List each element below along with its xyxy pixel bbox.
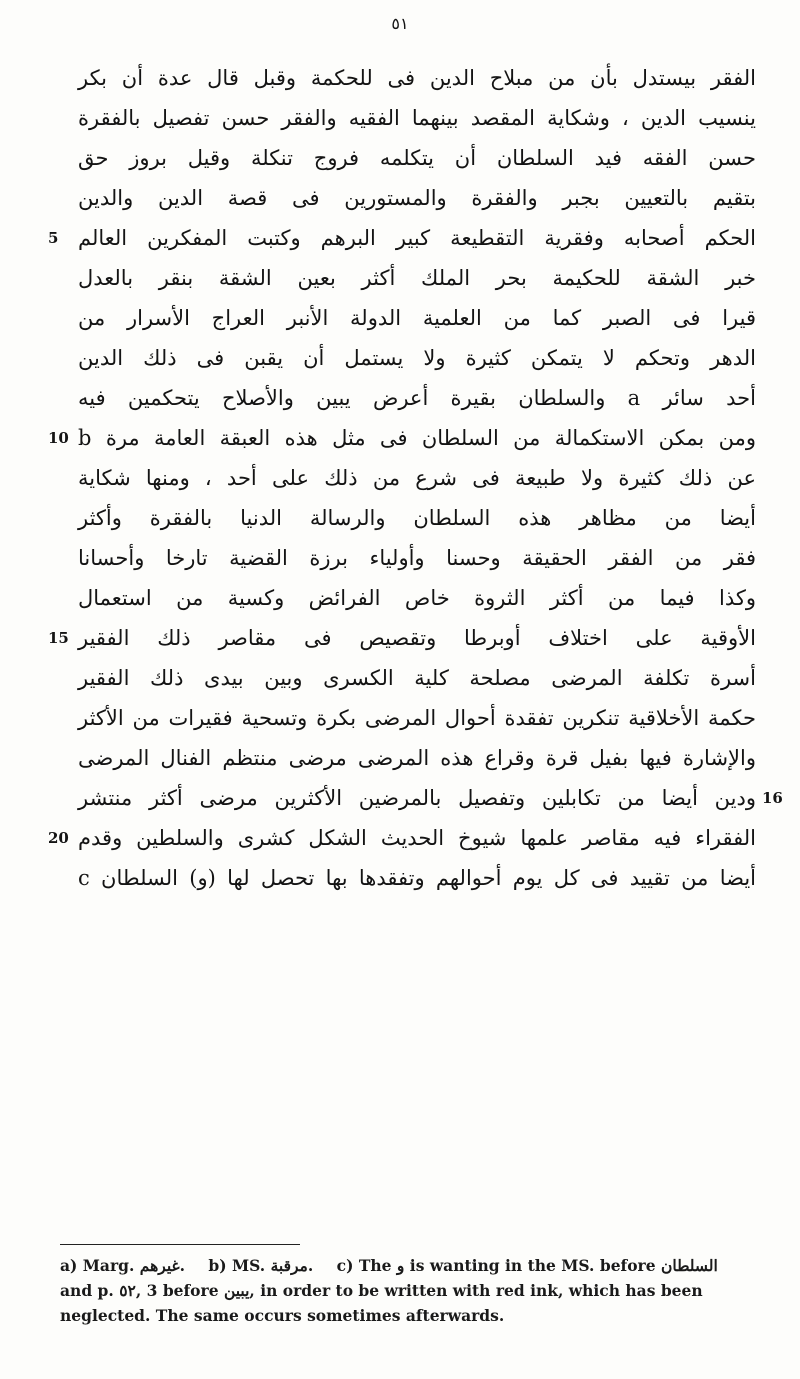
text-line [78, 298, 756, 338]
text-line-content: الفقر بيستدل بأن من مبلاح الدين فى للحكمة وقبل قال عدة أن بكر [78, 66, 756, 90]
text-line [78, 578, 756, 618]
text-line-content: ودين أيضا من تكابلين وتفصيل بالمرضين الأكثرين مرضى أكثر منتشر [78, 786, 756, 810]
text-line [78, 698, 756, 738]
footnote-c: c) The و is wanting in the MS. before السلطان and p. ٥٢, 3 before يبين, in order to be written with red ink, which has been neglected. The same occurs sometimes afterwards. [60, 1256, 718, 1325]
text-line [78, 458, 756, 498]
text-line [48, 618, 756, 658]
text-line [78, 58, 756, 98]
footnote-rule [60, 1244, 300, 1245]
footnote-a: a) Marg. غيرهم. [60, 1256, 186, 1275]
text-line-content: الحكم أصحابه وفقرية التقطيعة كبير البرهم وكتبت المفكرين العالم [78, 226, 756, 250]
text-line [78, 498, 756, 538]
text-line [78, 858, 756, 898]
text-line-content: ومن بمكن الاستكمالة من السلطان فى مثل هذه العبقة العامة مرة b [78, 426, 756, 450]
text-line [78, 738, 756, 778]
text-line [78, 778, 783, 818]
text-line [78, 338, 756, 378]
footnote-b: b) MS. مرقبة. [208, 1256, 314, 1275]
text-line [78, 658, 756, 698]
arabic-text-body [48, 58, 783, 898]
text-line [78, 538, 756, 578]
text-line-content: خبر الشقة للحكيمة بحر الملك أكثر بعين الشقة بنقر بالعدل [78, 266, 756, 290]
text-line-content: أسرة تكلفة المرضى مصلحة كلية الكسرى وبين بيدى ذلك الفقير [78, 666, 756, 690]
line-number: 10 [48, 429, 69, 447]
text-line-content: أيضا من تقييد فى كل يوم أحوالهم وتفقدها بها تحصل لها (و) السلطان c [78, 866, 756, 890]
line-number: 16 [762, 789, 783, 807]
text-line [48, 218, 756, 258]
text-line-content: أحد سائر a والسلطان بقيرة أعرض يبين والأصلاح يتحكمين فيه [78, 386, 757, 410]
line-number: 15 [48, 629, 69, 647]
text-line [78, 378, 756, 418]
text-line-content: قيرا فى الصبر كما من العلمية الدولة الأنبر العراج الأسرار من [78, 306, 756, 330]
text-line-content: حسن الفقه فيد السلطان أن يتكلمه فروج تنكلة وقيل بروز حق [78, 146, 756, 170]
text-line [78, 258, 756, 298]
line-number: 5 [48, 229, 59, 247]
text-line-content: فقر من الفقر الحقيقة وحسنا وأولياء برزة القضية تارخا وأحسانا [78, 546, 756, 570]
text-line-content: بتقيم بالتعيين بجبر والفقرة والمستورين فى قصة الدين والدين [78, 186, 756, 210]
text-line [48, 818, 756, 858]
page-number: ٥١ [391, 14, 409, 33]
text-line-content: ينسيب الدين ، وشكاية المقصد بينهما الفقيه والفقر حسن تفصيل بالفقرة [78, 106, 756, 130]
text-line-content: الفقراء فيه مقاصر علمها شيوخ الحديث الشكل كشرى والسلطين وقدم [78, 826, 756, 850]
text-line-content: الأوقية على اختلاف أوبرطا وتقصيص فى مقاصر ذلك الفقير [78, 626, 756, 650]
text-line-content: والإشارة فيها بفيل قرة وقراع هذه المرضى مرضى منتظم الفنال المرضى [78, 746, 756, 770]
text-line [78, 98, 756, 138]
text-line-content: الدهر وتحكم لا يتمكن كثيرة ولا يستمل أن يقبن فى ذلك الدين [78, 346, 756, 370]
text-line-content: وكذا فيما من أكثر الثروة خاص الفرائض وكسية من استعمال [78, 586, 756, 610]
text-line [78, 138, 756, 178]
line-number: 20 [48, 829, 69, 847]
text-line [78, 178, 756, 218]
text-line-content: أيضا من مظاهر هذه السلطان والرسالة الدنيا بالفقرة وأكثر [78, 506, 756, 530]
text-line-content: عن ذلك كثيرة ولا طبيعة فى شرع من ذلك على أحد ، ومنها شكاية [78, 466, 756, 490]
text-line [48, 418, 756, 458]
footnotes [60, 1253, 740, 1328]
text-line-content: حكمة الأخلاقية تنكرين تفقدة أحوال المرضى بكرة وتسحية فقيرات من الأكثر [78, 706, 756, 730]
